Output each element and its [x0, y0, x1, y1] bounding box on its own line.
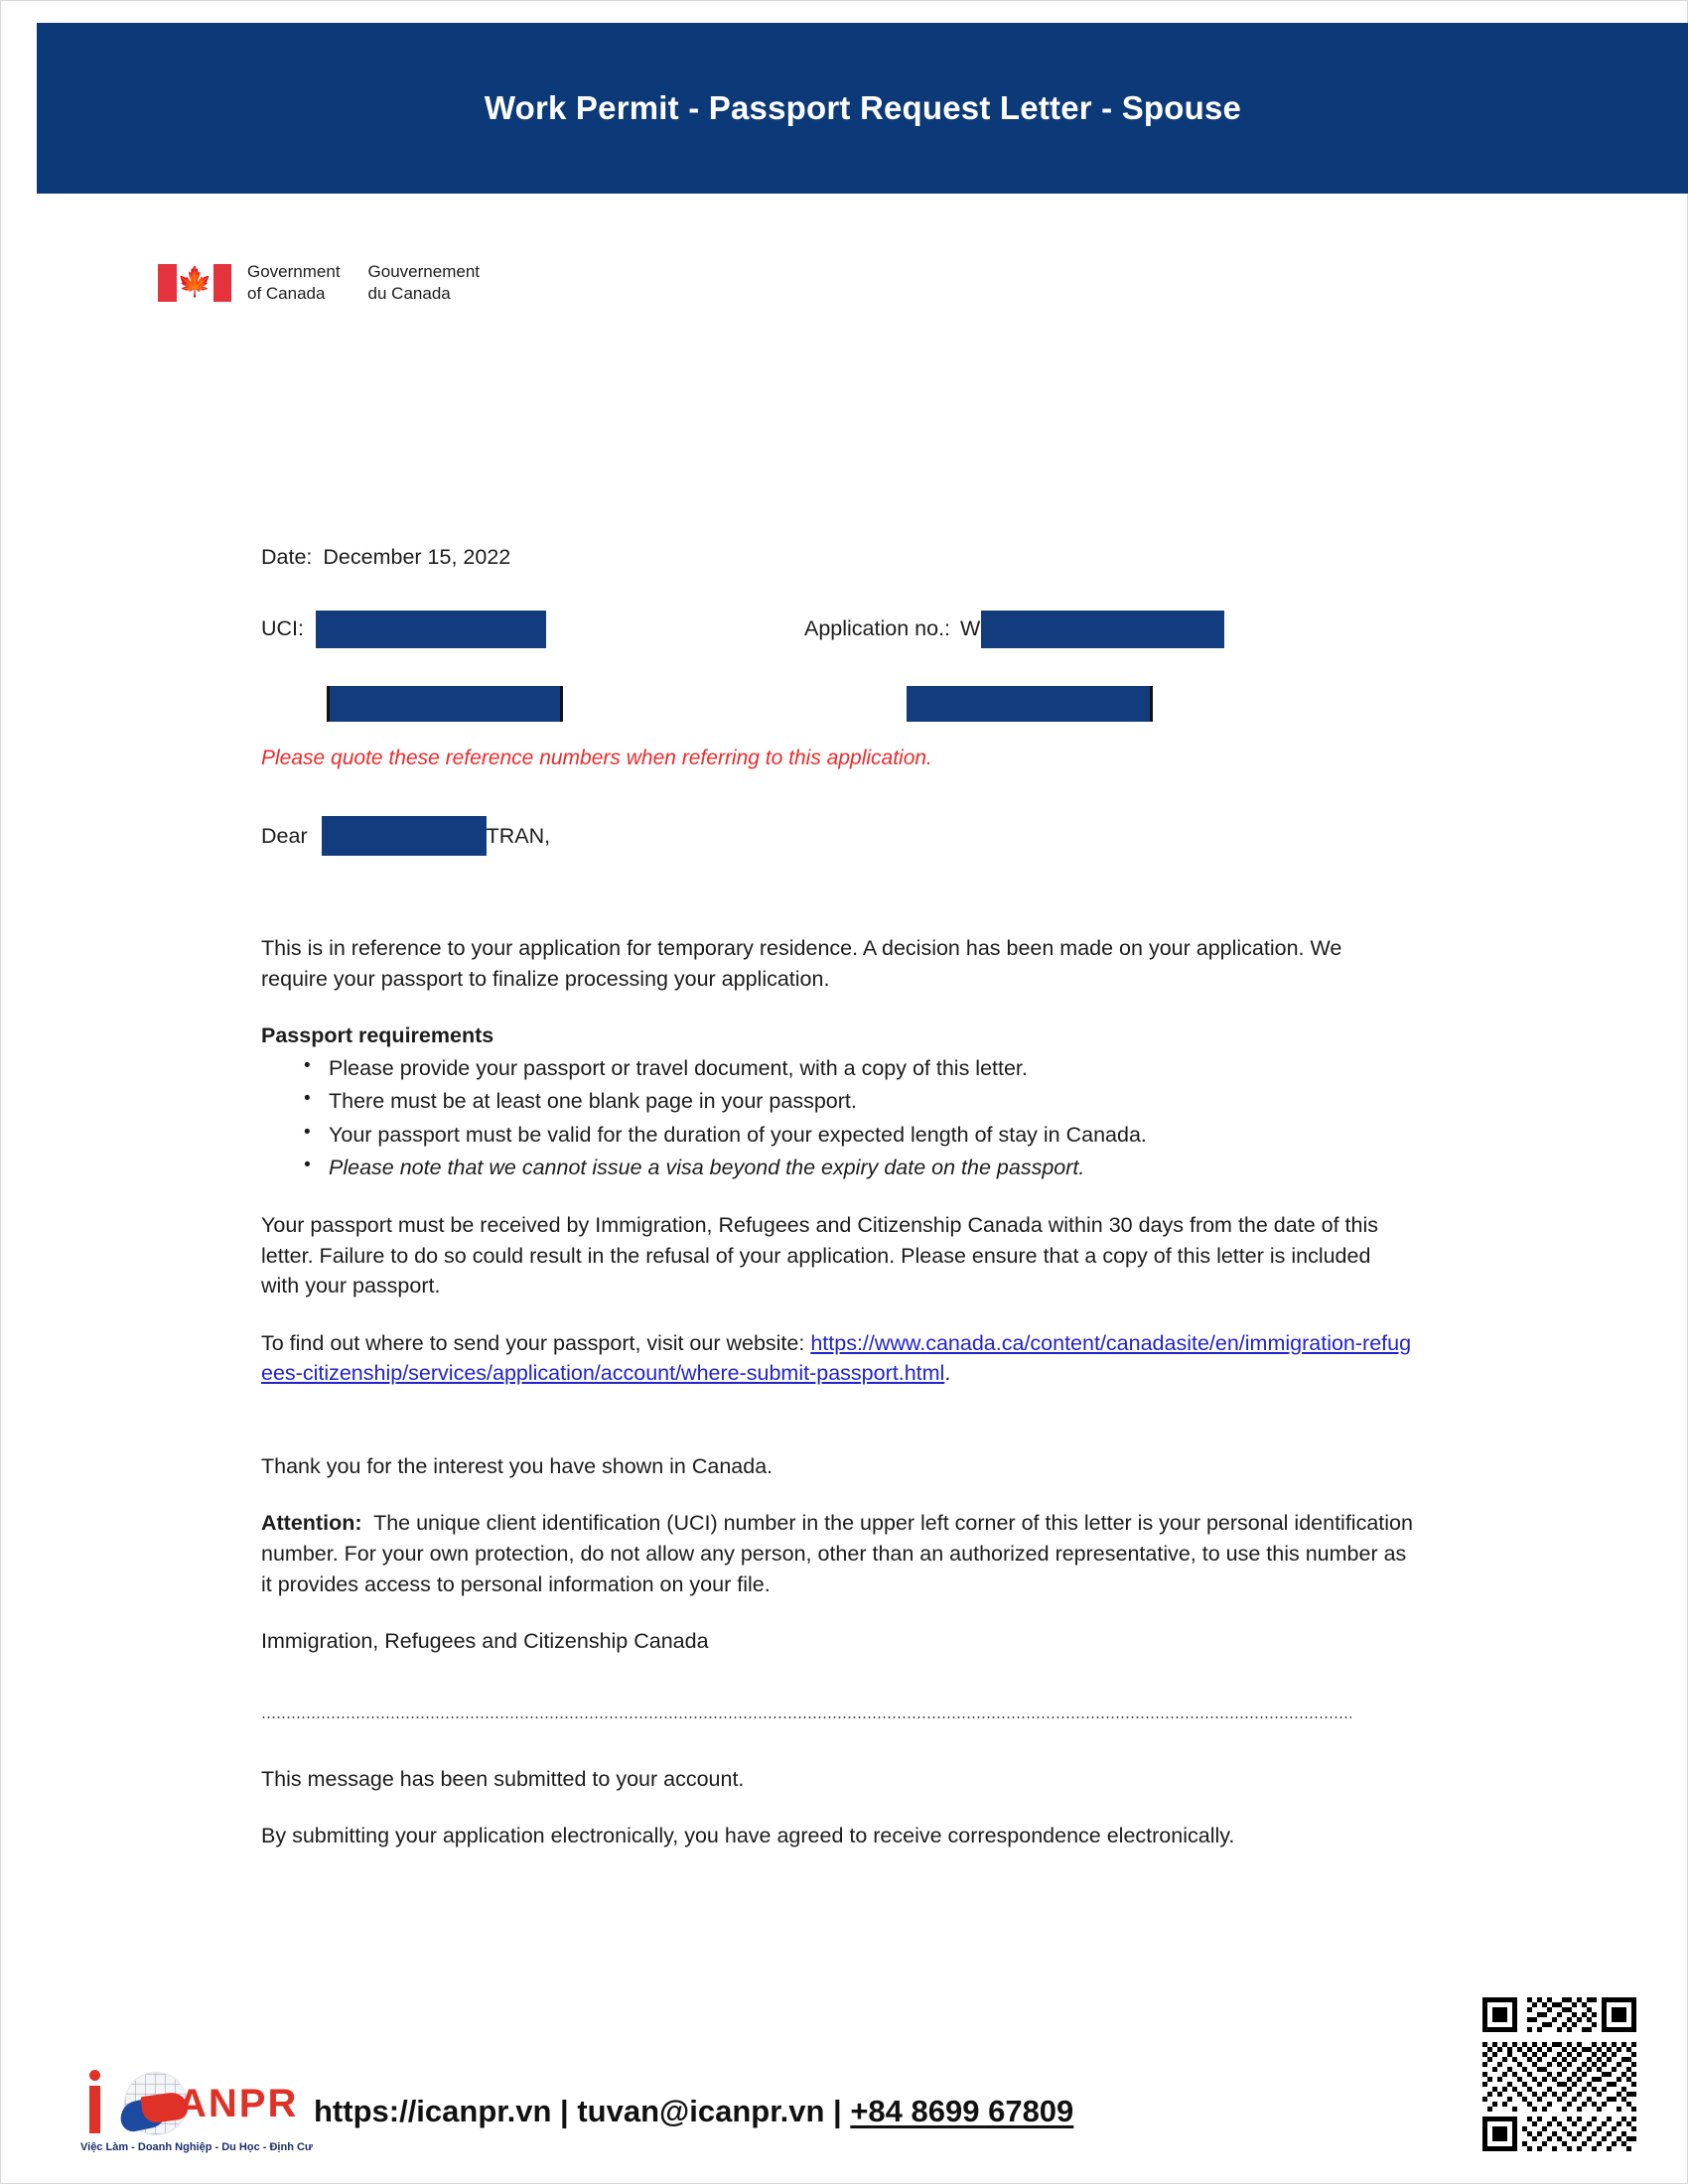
footer-phone[interactable]: +84 8699 67809 [850, 2094, 1074, 2128]
application-secondary-row [907, 686, 1153, 722]
wordmark-french-line1: Gouvernement [367, 262, 480, 281]
passport-requirements-list [261, 1053, 1413, 1184]
logo-i-dot [89, 2070, 100, 2081]
title-banner [37, 23, 1688, 194]
requirement-item: • Please note that we cannot issue a visa beyond the expiry date on the passport. [261, 1153, 1413, 1183]
application-secondary-redaction [907, 686, 1153, 722]
wordmark-english-line1: Government [247, 262, 341, 281]
uci-secondary-row [327, 686, 563, 722]
salutation-label: Dear [261, 824, 308, 849]
website-lead-text: To find out where to send your passport, visit our website: [261, 1330, 805, 1355]
salutation-name-redaction [322, 816, 487, 856]
canada-flag-icon [158, 264, 231, 302]
deadline-paragraph: Your passport must be received by Immigration, Refugees and Citizenship Canada within 30 days from the date of this letter. Failure to do so could result in the refusal of your application. Please ensure that a copy of this letter is included with your passport. [261, 1213, 1378, 1298]
requirement-item: • Your passport must be valid for the duration of your expected length of stay in Canada. [261, 1120, 1413, 1151]
footer-separator-1: | [560, 2094, 569, 2128]
requirements-heading: Passport requirements [261, 1024, 494, 1048]
uci-secondary-redaction [327, 686, 563, 722]
government-of-canada-wordmark [158, 261, 480, 305]
logo-letters: ANPR [178, 2082, 299, 2125]
reference-numbers-grid [261, 611, 1413, 742]
date-value: December 15, 2022 [323, 545, 511, 569]
wordmark-french-line2: du Canada [367, 283, 451, 303]
flag-bar-left [158, 264, 177, 302]
date-label: Date: [261, 545, 313, 569]
thanks-paragraph: Thank you for the interest you have shown in Canada. [261, 1453, 774, 1478]
signature-line: Immigration, Refugees and Citizenship Canada [261, 1629, 709, 1654]
submitted-note: This message has been submitted to your account. [261, 1766, 745, 1791]
application-prefix: W [960, 616, 981, 641]
attention-paragraph [261, 1508, 1413, 1599]
flag-bar-right [213, 264, 232, 302]
footer-separator-2: | [833, 2094, 842, 2128]
website-paragraph: To find out where to send your passport, visit our website: https://www.canada.ca/content/canadasite/en/immigration-refugees-citizenship/services/application/account/where-submit-passport.html. [261, 1330, 1412, 1386]
wordmark-english [247, 261, 341, 305]
attention-label: Attention: [261, 1511, 362, 1536]
wordmark-english-line2: of Canada [247, 283, 326, 303]
uci-row [261, 611, 546, 648]
electronic-correspondence-note: By submitting your application electronically, you have agreed to receive correspondence electronically. [261, 1824, 1235, 1848]
logo-tagline: Việc Làm - Doanh Nghiệp - Du Học - Định Cư [80, 2141, 313, 2153]
page-title: Work Permit - Passport Request Letter - Spouse [484, 89, 1242, 126]
section-divider [261, 1716, 1351, 1718]
letter-body [261, 542, 1413, 1878]
application-label: Application no.: [804, 616, 951, 641]
where-submit-passport-link[interactable]: https://www.canada.ca/content/canadasite/en/immigration-refugees-citizenship/services/application/account/where-submit-passport.html [261, 1330, 1412, 1386]
attention-text: The unique client identification (UCI) number in the upper left corner of this letter is your personal identification number. For your own protection, do not allow any person, other than an authorized representative, to use this number as it provides access to personal information on your file. [261, 1511, 1413, 1596]
wordmark-text [247, 261, 480, 305]
application-number-row [804, 611, 1224, 648]
footer-contact-line [314, 2094, 1073, 2129]
icanpr-logo-mark [78, 2068, 299, 2139]
date-row [261, 542, 1413, 573]
spacer [261, 1416, 1413, 1451]
reference-note: Please quote these reference numbers when referring to this application. [261, 746, 932, 769]
salutation-surname: TRAN, [486, 824, 551, 849]
footer-website[interactable]: https://icanpr.vn [314, 2094, 552, 2128]
logo-i-stem [89, 2086, 100, 2133]
intro-paragraph: This is in reference to your application for temporary residence. A decision has been made on your application. We require your passport to finalize processing your application. [261, 936, 1342, 991]
maple-leaf-icon: 🍁 [176, 266, 213, 299]
wordmark-french [368, 261, 480, 305]
qr-code-icon[interactable] [1477, 1992, 1641, 2156]
uci-redaction [316, 611, 546, 648]
footer-email[interactable]: tuvan@icanpr.vn [577, 2094, 825, 2128]
application-redaction [981, 611, 1224, 648]
requirement-item: • Please provide your passport or travel document, with a copy of this letter. [261, 1053, 1413, 1084]
icanpr-logo-icon [78, 2068, 313, 2167]
salutation-row [261, 816, 1413, 856]
uci-label: UCI: [261, 616, 304, 641]
requirement-item: • There must be at least one blank page in your passport. [261, 1086, 1413, 1117]
